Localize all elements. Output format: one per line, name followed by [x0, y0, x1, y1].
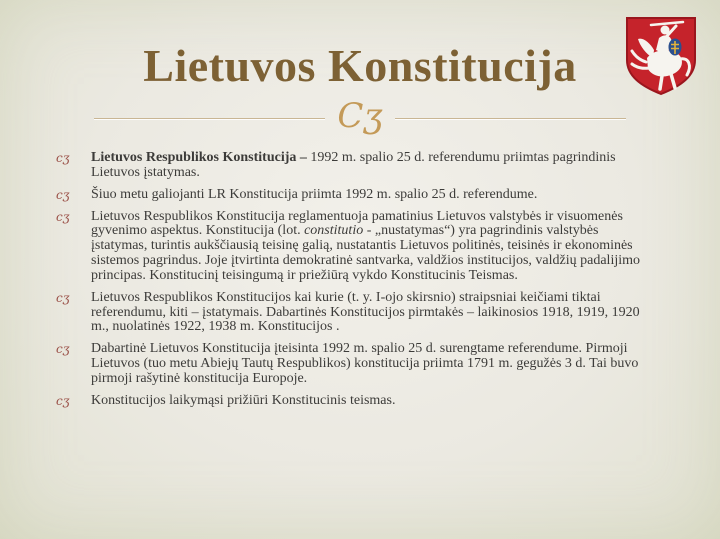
bullet-item: [56, 394, 642, 409]
bullet-text: [91, 151, 642, 181]
bullet-marker-icon: cʒ: [56, 393, 70, 408]
bullet-text-span: Lietuvos Respublikos Konstitucija reglamentuoja pamatinius Lietuvos valstybės ir visuomenės gyvenimo aspektus. Konstitucija (lot.: [91, 208, 623, 239]
bullet-marker-icon: cʒ: [56, 342, 70, 357]
bullet-text: [91, 188, 642, 203]
bullet-item: [56, 151, 642, 181]
bullet-item: [56, 210, 642, 284]
bullet-item: [56, 188, 642, 203]
bullet-item: [56, 291, 642, 335]
title-divider: [94, 97, 626, 141]
bullet-text-span: Dabartinė Lietuvos Konstitucija įteisinta 1992 m. spalio 25 d. surengtame referendume. Pirmoji Lietuvos (tuo metu Abiejų Tautų Respublikos) konstitucija priimta 1791 m. gegužės 3 d. Tai buvo pirmoji rašytinė konstitucija Europoje.: [91, 341, 639, 386]
bullet-text-span: 1992 m. spalio 25 d. referendumu priimtas pagrindinis Lietuvos įstatymas.: [91, 149, 616, 180]
bold-lead: Lietuvos Respublikos Konstitucija –: [91, 149, 307, 165]
bullet-text: [91, 394, 642, 409]
bullet-text-span: Lietuvos Respublikos Konstitucijos kai kurie (t. y. I-ojo skirsnio) straipsniai keičiami tiktai referendumu, kiti – įstatymais. Dabartinės Konstitucijos pirmtakės – laikinosios 1918, 1919, 1920 m., nuolatinės 1922, 1938 m. Konstitucijos .: [91, 289, 640, 335]
page-title: Lietuvos Konstitucija: [143, 40, 577, 91]
bullet-item: [56, 342, 642, 386]
bullet-text: [91, 210, 642, 284]
bullet-list: [56, 151, 642, 409]
divider-line-right: [395, 118, 626, 119]
divider-ornament-icon: Cʒ: [337, 95, 383, 136]
bullet-text-span: Šiuo metu galiojanti LR Konstitucija priimta 1992 m. spalio 25 d. referendume.: [91, 186, 538, 202]
slide-body: [56, 151, 642, 409]
bullet-marker-icon: cʒ: [56, 290, 70, 305]
bullet-text: [91, 342, 642, 386]
bullet-text-span: - „nustatymas“) yra pagrindinis valstybės įstatymas, turintis aukščiausią teisinę galią, nustatantis Lietuvos politinės, teisinės ir ekonominės sistemos pagrindus. Joje įtvirtinta demokratinė santvarka, valdžios institucijos, valdžių padalijimo principas. Konstitucinį teisingumą ir priežiūrą vykdo Konstitucinis Teismas.: [91, 223, 641, 283]
bullet-text-span: Konstitucijos laikymąsi prižiūri Konstitucinis teismas.: [91, 392, 396, 408]
bullet-marker-icon: cʒ: [56, 187, 70, 202]
bullet-marker-icon: cʒ: [56, 209, 70, 224]
coat-of-arms-icon: [625, 16, 697, 96]
divider-line-left: [94, 118, 325, 119]
bullet-marker-icon: cʒ: [56, 150, 70, 165]
italic-term: constitutio: [304, 223, 364, 239]
bullet-text: [91, 291, 642, 335]
